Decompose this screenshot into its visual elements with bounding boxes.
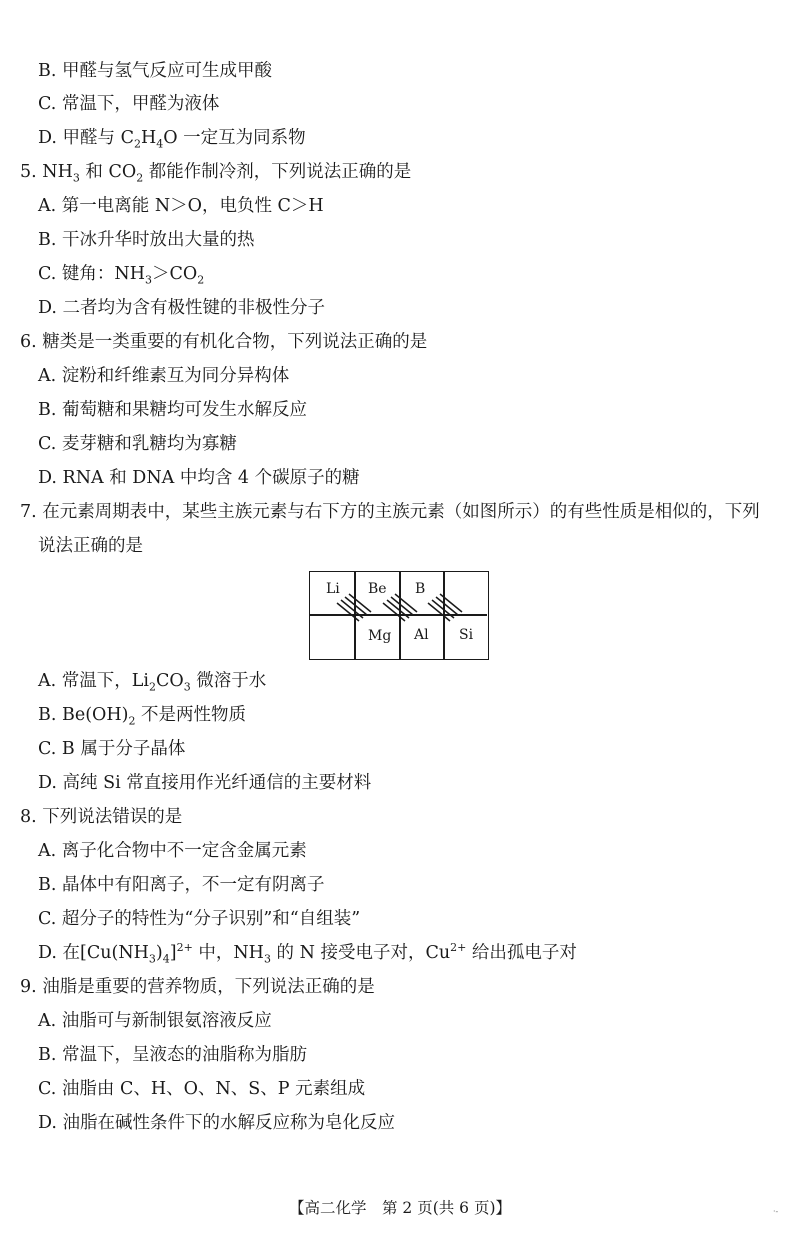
element-li: Li bbox=[326, 581, 340, 597]
option-c: C. 常温下，甲醛为液体 bbox=[38, 94, 220, 114]
periodic-table-diagram bbox=[309, 571, 489, 660]
q9-option-b: B. 常温下，呈液态的油脂称为脂肪 bbox=[38, 1045, 307, 1065]
question-9-stem: 9. 油脂是重要的营养物质，下列说法正确的是 bbox=[20, 977, 375, 997]
q7-option-d: D. 高纯 Si 常直接用作光纤通信的主要材料 bbox=[38, 773, 372, 793]
q5-option-a: A. 第一电离能 N＞O，电负性 C＞H bbox=[38, 196, 324, 216]
question-8-stem: 8. 下列说法错误的是 bbox=[20, 807, 183, 827]
q7-option-c: C. B 属于分子晶体 bbox=[38, 739, 186, 759]
q8-option-d: D. 在$[Cu(NH_3)_4]^{2+}$ 中，$NH_3$ 的 N 接受电子对，$Cu^{2+}$ 给出孤电子对 bbox=[38, 941, 577, 966]
option-d: D. 甲醛与 $C_2H_4O$ 一定互为同系物 bbox=[38, 128, 306, 151]
question-5-stem: 5. $NH_3$ 和 $CO_2$ 都能作制冷剂，下列说法正确的是 bbox=[20, 162, 412, 185]
q9-option-a: A. 油脂可与新制银氨溶液反应 bbox=[38, 1011, 272, 1031]
q6-option-a: A. 淀粉和纤维素互为同分异构体 bbox=[38, 366, 290, 386]
q8-option-a: A. 离子化合物中不一定含金属元素 bbox=[38, 841, 307, 861]
page-footer: 【高二化学 第 2 页(共 6 页)】 bbox=[288, 1199, 512, 1217]
q5-option-d: D. 二者均为含有极性键的非极性分子 bbox=[38, 298, 326, 318]
corner-mark: ·- bbox=[773, 1207, 779, 1216]
q5-option-b: B. 干冰升华时放出大量的热 bbox=[38, 230, 255, 250]
question-7-stem: 7. 在元素周期表中，某些主族元素与右下方的主族元素（如图所示）的有些性质是相似的，下列 bbox=[20, 502, 760, 522]
q5-option-c: C. 键角：$NH_3>CO_2$ bbox=[38, 264, 205, 287]
q6-option-d: D. RNA 和 DNA 中均含 4 个碳原子的糖 bbox=[38, 468, 360, 488]
element-mg: Mg bbox=[368, 628, 392, 644]
element-al: Al bbox=[414, 627, 429, 643]
q8-option-c: C. 超分子的特性为“分子识别”和“自组装” bbox=[38, 909, 361, 929]
q6-option-c: C. 麦芽糖和乳糖均为寡糖 bbox=[38, 434, 237, 454]
q9-option-c: C. 油脂由 C、H、O、N、S、P 元素组成 bbox=[38, 1079, 366, 1099]
diagonal-relation-marks bbox=[310, 572, 488, 660]
element-be: Be bbox=[368, 581, 387, 597]
q8-option-b: B. 晶体中有阳离子，不一定有阴离子 bbox=[38, 875, 325, 895]
q9-option-d: D. 油脂在碱性条件下的水解反应称为皂化反应 bbox=[38, 1113, 396, 1133]
option-b: B. 甲醛与氢气反应可生成甲酸 bbox=[38, 61, 272, 81]
q7-option-a: A. 常温下，$Li_2CO_3$ 微溶于水 bbox=[38, 671, 267, 694]
q7-option-b: B. $Be(OH)_2$ 不是两性物质 bbox=[38, 705, 247, 728]
element-si: Si bbox=[459, 627, 474, 643]
question-6-stem: 6. 糖类是一类重要的有机化合物，下列说法正确的是 bbox=[20, 332, 428, 352]
q6-option-b: B. 葡萄糖和果糖均可发生水解反应 bbox=[38, 400, 307, 420]
question-7-stem-cont: 说法正确的是 bbox=[38, 536, 143, 556]
element-b: B bbox=[415, 581, 426, 597]
